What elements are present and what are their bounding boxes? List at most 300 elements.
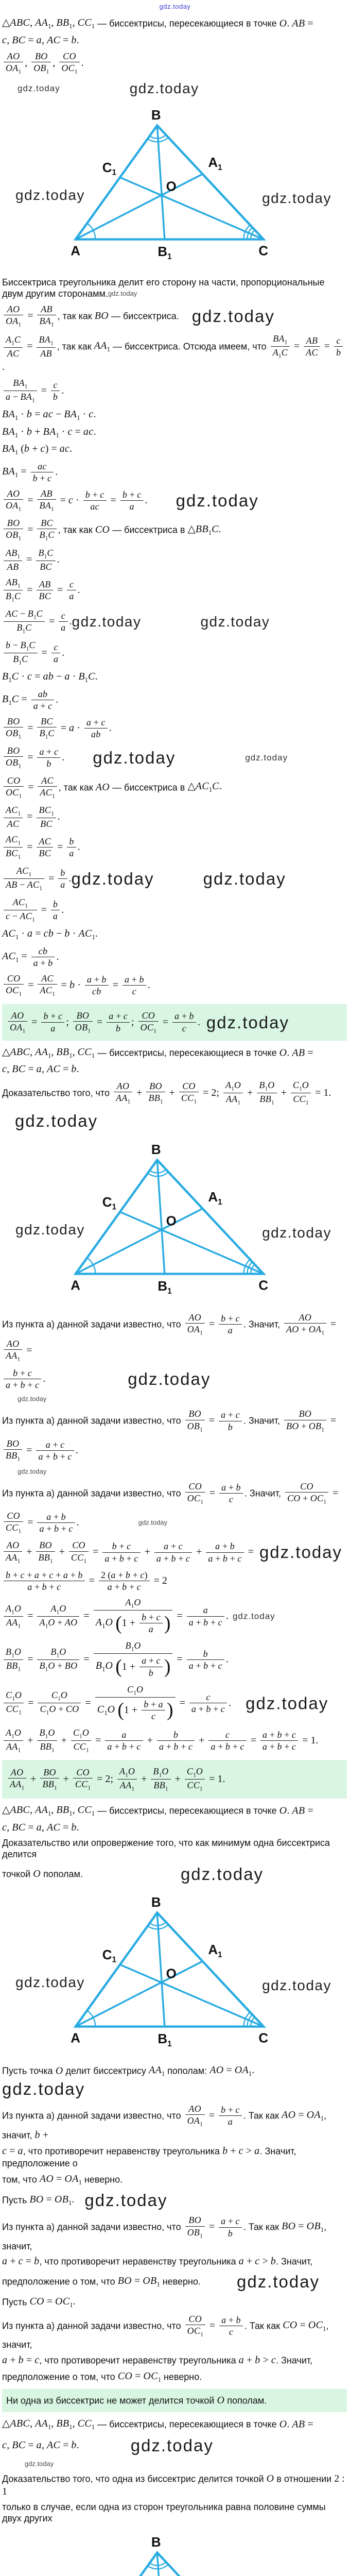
math: = <box>174 1654 185 1666</box>
line <box>2 927 347 942</box>
math: = <box>327 1318 339 1330</box>
text: — биссектрисы, пересекающиеся в точке <box>95 2419 279 2430</box>
watermark: gdz.today <box>180 1864 264 1884</box>
math: $AA_1$ <box>94 340 110 353</box>
fraction: $\frac{AB_1}{AB}$ <box>4 548 22 572</box>
line <box>2 426 347 440</box>
text: неверно. <box>160 2276 201 2287</box>
vertex-label-B: B <box>151 2535 161 2550</box>
math: + <box>166 1087 178 1099</box>
math: = <box>206 1415 218 1427</box>
watermark: gdz.today <box>138 1518 168 1527</box>
fraction: $\frac{c}{b}$ <box>51 380 60 402</box>
math: = <box>248 1735 259 1747</box>
math: = 1. <box>312 1087 331 1099</box>
math: $B_1O$ <box>95 1660 113 1673</box>
text: . Так как <box>243 2110 282 2121</box>
math: $BA_1 \cdot b$ = ac − $BA_1 \cdot c$. <box>2 409 96 422</box>
vertex-label-C: C <box>258 1278 269 1293</box>
watermark: gdz.today <box>237 2272 320 2292</box>
math: O. AB = <box>279 2418 313 2430</box>
vertex-label-A: A <box>71 1278 80 1293</box>
math: = <box>86 1574 97 1586</box>
triangle-figure <box>2 2533 347 2576</box>
math: = <box>108 495 119 506</box>
line <box>2 1063 347 1076</box>
math: a + b > c <box>238 2354 276 2366</box>
line <box>2 2313 347 2351</box>
watermark: gdz.today <box>72 614 142 630</box>
fraction: $\frac{A_1O}{A_1O + AO}$ <box>37 1603 79 1630</box>
line <box>2 804 347 830</box>
text: . Значит, предположение о <box>2 2146 296 2169</box>
bisector-AA1 <box>76 1961 203 2027</box>
watermark: gdz.today <box>200 614 270 630</box>
fraction: $\frac{b + c}{a}$ <box>41 1011 64 1033</box>
math: = <box>24 553 35 565</box>
watermark: gdz.today <box>262 1224 331 1241</box>
fraction: $\frac{b}{a + b + c}$ <box>187 1649 224 1671</box>
math: ; <box>66 1016 72 1028</box>
watermark: gdz.today <box>262 1977 331 1994</box>
fraction: $\frac{b + c}{a + b + c}$ <box>102 1541 140 1563</box>
fraction: $\frac{CO}{OC_1}$ <box>138 1010 159 1035</box>
fraction: $B_1O$ $B_1O$ ( 1 + $\frac{a + c}{b}$ ) <box>94 1640 173 1679</box>
solution-v <box>2 2064 347 2384</box>
math: . <box>225 1654 229 1666</box>
line <box>2 443 347 457</box>
math: + <box>56 1546 67 1558</box>
text: — биссектрисы, пересекающиеся в точке <box>95 1805 279 1816</box>
point-label-A1: $A_1$ <box>208 1190 222 1207</box>
vertex-label-B: B <box>151 1895 161 1910</box>
fraction: $\frac{a}{a + b + c}$ <box>187 1605 224 1627</box>
math: = <box>24 1444 35 1456</box>
math: . <box>81 57 84 69</box>
line <box>2 1821 347 1834</box>
fraction: $\frac{BO}{OB_1}$ <box>185 1409 205 1433</box>
fraction: $C_1O$ $C_1O$ ( 1 + $\frac{b + a}{c}$ ) <box>95 1684 176 1722</box>
point-label-C1: $C_1$ <box>102 160 116 177</box>
solution-document <box>0 12 350 2576</box>
math: . <box>145 495 148 506</box>
bisector-BB1 <box>157 1913 164 2027</box>
math: = <box>81 1654 92 1666</box>
text: . Значит, <box>276 2354 313 2365</box>
text: — биссектриса в <box>110 524 188 535</box>
fraction: $\frac{A_1O}{AA_1}$ <box>223 1080 243 1106</box>
text: , так как <box>57 341 94 352</box>
text: Пусть <box>2 2297 30 2308</box>
math: = <box>25 310 36 321</box>
fraction: $\frac{a + b}{c}$ <box>219 2315 243 2337</box>
fraction: $\frac{a + c}{b}$ <box>107 1011 130 1033</box>
triangle-figure <box>2 106 347 268</box>
math: CO = $OC_1$. <box>29 2296 76 2309</box>
math: $\triangle BB_1C$. <box>187 523 221 537</box>
text: . Так как <box>244 2320 283 2331</box>
text: , так как <box>57 311 95 321</box>
fraction: $\frac{b + c}{a}$ <box>139 1612 163 1634</box>
fraction: $\frac{A_1C}{AC}$ <box>4 334 23 359</box>
watermark: gdz.today <box>15 1974 85 1991</box>
bisector-BB1 <box>157 125 164 239</box>
line <box>2 833 347 861</box>
text: — биссектрисы, пересекающиеся в точке <box>95 18 279 29</box>
math: = <box>24 841 36 853</box>
text: Из пункта а) данной задачи известно, что <box>2 2110 184 2121</box>
point-label-B1: $B_1$ <box>157 2032 172 2048</box>
fraction: $\frac{a + b}{cb}$ <box>85 974 109 996</box>
text: Доказательство того, что <box>2 1088 112 1098</box>
line <box>2 1110 347 1131</box>
fraction: $\frac{BO}{OB_1}$ <box>4 745 23 770</box>
watermark: gdz.today <box>176 491 259 511</box>
fraction: $\frac{AO}{OA_1}$ <box>4 51 23 75</box>
fraction: $\frac{A_1O}{AA_1}$ <box>4 1603 23 1630</box>
math: . <box>62 752 65 764</box>
math: = <box>110 979 121 991</box>
math: O. AB = <box>279 1047 313 1059</box>
fraction: $\frac{a + c}{a + b + c}$ <box>154 1541 192 1563</box>
line <box>2 715 347 741</box>
line <box>2 79 347 97</box>
fraction: $\frac{CO}{OC_1}$ <box>185 2314 205 2338</box>
math: = <box>46 616 58 628</box>
math: = <box>206 2110 218 2122</box>
math: = <box>24 1345 32 1357</box>
fraction: $\frac{BO}{BB_1}$ <box>36 1540 55 1564</box>
math: = <box>25 781 37 793</box>
triangle-diagram <box>61 2533 288 2576</box>
line <box>2 2214 347 2252</box>
result-b <box>2 1760 347 1799</box>
line <box>2 16 347 31</box>
watermark: gdz.today <box>206 1012 289 1032</box>
math: $AA_1$ <box>148 2064 165 2078</box>
statement-v <box>2 1804 347 1885</box>
fraction: $\frac{AO}{OA_1}$ <box>4 488 23 513</box>
line <box>2 896 347 924</box>
math: + <box>244 1087 256 1099</box>
fraction: $\frac{BC}{B_1C}$ <box>37 518 56 542</box>
fraction: $\frac{b + c}{a}$ <box>219 1313 242 1335</box>
fraction: $\frac{a + b + c}{a + b + c}$ <box>260 1730 298 1752</box>
fraction: $\frac{a + c}{b}$ <box>219 1410 242 1432</box>
fraction: $\frac{AC}{AC_1}$ <box>38 775 57 800</box>
math: CO = $OC_1$ <box>117 2370 161 2383</box>
fraction: $\frac{AO}{OA_1}$ <box>185 1312 205 1336</box>
math: = b · <box>58 979 83 991</box>
fraction: $\frac{a + c}{b}$ <box>37 747 60 769</box>
line <box>2 2472 347 2498</box>
watermark: gdz.today <box>130 2435 214 2455</box>
text: , что противоречит неравенству треугольника <box>39 2256 239 2267</box>
bisector-AA1 <box>76 1208 203 1274</box>
math: = 2; <box>94 1773 116 1785</box>
math: △ABC, $AA_1$, $BB_1$, $CC_1$ <box>2 17 95 30</box>
triangle-figure <box>2 1140 347 1303</box>
line <box>2 639 347 667</box>
math: = <box>25 979 37 991</box>
text: предположение о том, что <box>2 2371 118 2382</box>
line <box>2 1863 347 1885</box>
line <box>2 865 347 893</box>
line <box>2 576 347 604</box>
fraction: $\frac{B_1O}{B_1O + BO}$ <box>37 1647 79 1673</box>
point-label-O: O <box>166 179 177 194</box>
triangle-sides <box>76 2552 264 2576</box>
text: неверно. <box>161 2371 202 2382</box>
text: Из пункта а) данной задачи известно, что <box>2 1319 184 1330</box>
line <box>2 1539 347 1565</box>
line <box>2 408 347 422</box>
math: . <box>43 1373 46 1385</box>
math: c, BC = a, AC = b. <box>2 34 79 46</box>
fraction: $\frac{CO}{CC_1}$ <box>69 1540 89 1564</box>
fraction: $\frac{BA_1}{A_1C}$ <box>271 333 290 360</box>
math: = <box>24 810 36 822</box>
fraction: $\frac{A_1O}{AA_1}$ <box>117 1766 137 1792</box>
math: CO <box>95 524 110 536</box>
math: = <box>94 1016 106 1028</box>
watermark: gdz.today <box>128 1369 211 1389</box>
fraction: $\frac{B_1O}{BB_1}$ <box>37 1727 57 1754</box>
fraction: $\frac{b + c + a + c + a + b}{a + b + c}$ <box>4 1570 85 1592</box>
math: = 1. <box>206 1773 225 1785</box>
math: . <box>109 722 112 734</box>
line <box>2 2417 347 2432</box>
math: = <box>291 341 303 352</box>
math: = <box>206 2320 218 2331</box>
watermark: gdz.today <box>18 1467 47 1476</box>
site-link[interactable]: gdz.today <box>159 3 191 10</box>
math: CO = $OC_1$ <box>283 2319 326 2332</box>
math: , <box>25 57 30 69</box>
fraction: $\frac{BO}{OB_1}$ <box>4 518 23 542</box>
math: BO <box>94 310 109 321</box>
fraction: $\frac{b + c}{a}$ <box>219 2105 242 2127</box>
text: неверно. <box>81 2174 123 2185</box>
math: . <box>77 584 80 596</box>
math: . <box>62 647 65 659</box>
solution-b <box>2 1311 347 1755</box>
math: + <box>60 1773 72 1785</box>
point-O-dot <box>160 193 164 197</box>
math: + <box>196 1735 207 1747</box>
math: . <box>57 810 60 822</box>
triangle-diagram <box>61 106 288 260</box>
text: Из пункта а) данной задачи известно, что <box>2 2320 184 2331</box>
math: . <box>77 841 80 853</box>
vertex-label-B: B <box>151 1142 161 1157</box>
math: . <box>55 466 58 478</box>
fraction: $\frac{AO}{AA_1}$ <box>4 1338 22 1363</box>
text: Пусть <box>2 2195 30 2206</box>
bisector-BB1 <box>157 1160 164 1274</box>
fraction: $\frac{BO}{OB_1}$ <box>4 716 23 740</box>
text: Из пункта а) данной задачи известно, что <box>2 1488 184 1499</box>
text: пополам. <box>40 1869 83 1879</box>
math: c, BC = a, AC = b. <box>2 1821 79 1833</box>
watermark: gdz.today <box>15 1221 85 1238</box>
math: = <box>45 873 57 885</box>
fraction: $\frac{BO}{OB_1}$ <box>73 1010 93 1035</box>
text: , значит, <box>2 2222 327 2251</box>
math: = <box>206 2221 218 2233</box>
fraction: $\frac{a + b}{c}$ <box>219 1482 243 1504</box>
watermark: gdz.today <box>129 80 199 96</box>
math: = <box>25 1697 37 1709</box>
math: + <box>24 1546 35 1558</box>
point-label-O: O <box>166 1214 177 1229</box>
math: O <box>33 1868 41 1880</box>
fraction: $\frac{AB}{BA_1}$ <box>37 304 56 328</box>
math: + <box>25 1735 36 1747</box>
math: = <box>25 752 36 764</box>
fraction: $\frac{C_1O}{CC_1}$ <box>71 1727 91 1754</box>
text: том, что <box>2 2174 40 2185</box>
vertex-label-B: B <box>151 108 161 123</box>
math: △ABC, $AA_1$, $BB_1$, $CC_1$ <box>2 1046 95 1059</box>
watermark: gdz.today <box>93 748 176 768</box>
line <box>2 1569 347 1593</box>
point-O-dot <box>160 1981 164 1985</box>
fraction: $\frac{CO}{OC_1}$ <box>4 973 24 997</box>
fraction: $\frac{AC}{BC}$ <box>37 836 53 858</box>
line <box>2 1311 347 1364</box>
point-label-A1: $A_1$ <box>208 155 222 172</box>
fraction: $\frac{b}{a + b + c}$ <box>157 1730 195 1752</box>
fraction: $\frac{a + b}{a + b + c}$ <box>37 1512 75 1534</box>
fraction: $\frac{b + c}{ac}$ <box>83 489 107 512</box>
fraction: $\frac{AB_1}{B_1C}$ <box>4 577 23 603</box>
line <box>2 2190 347 2211</box>
math: + <box>138 1773 150 1785</box>
fraction: $\frac{AO}{OA_1}$ <box>4 304 23 328</box>
line <box>2 1046 347 1060</box>
statement-a <box>2 16 347 76</box>
line <box>2 1596 347 1636</box>
text: Биссектриса треугольника делит его сторону на части, пропорциональные двум другим сторонамм. <box>2 277 325 299</box>
line <box>2 688 347 712</box>
line <box>2 670 347 685</box>
line <box>2 1837 347 1860</box>
fraction: $\frac{c}{a}$ <box>59 611 67 633</box>
line <box>2 1394 347 1404</box>
math: $AC_1$ = <box>2 950 30 963</box>
line <box>2 1804 347 1818</box>
math: = <box>24 584 36 596</box>
watermark: gdz.today <box>246 1693 329 1713</box>
math: = <box>177 1697 188 1709</box>
fraction: $\frac{BO}{OB_1}$ <box>185 2215 205 2239</box>
line <box>2 1510 347 1536</box>
text: точкой <box>2 1869 33 1879</box>
fraction: $\frac{CO}{OC_1}$ <box>4 775 24 800</box>
math: = <box>25 495 36 506</box>
math: + <box>194 1546 205 1558</box>
fraction: $\frac{BC}{B_1C}$ <box>37 716 56 740</box>
math: AO = $OA_1$ <box>282 2109 324 2122</box>
math: ; <box>131 1016 137 1028</box>
math: 2 : 1 <box>2 2472 347 2497</box>
line <box>2 1437 347 1464</box>
watermark: gdz.today <box>84 2191 168 2210</box>
math: = <box>329 1487 339 1499</box>
math: = <box>25 524 36 536</box>
line <box>2 2271 347 2292</box>
math: + <box>58 1735 69 1747</box>
text: . Значит, <box>244 1488 284 1499</box>
line <box>2 2173 347 2187</box>
math: . <box>68 873 72 885</box>
math: . <box>57 553 60 565</box>
fraction: $\frac{B_1O}{BB_1}$ <box>151 1766 170 1792</box>
math: = <box>24 341 36 352</box>
fraction: $\frac{b}{a}$ <box>67 836 76 858</box>
watermark: gdz.today <box>15 1111 98 1131</box>
math: c, BC = a, AC = b. <box>2 1063 79 1075</box>
text: Из пункта а) данной задачи известно, что <box>2 2222 184 2232</box>
line <box>2 1480 347 1506</box>
math: . <box>225 1610 229 1622</box>
math: △ABC, $AA_1$, $BB_1$, $CC_1$ <box>2 2418 95 2431</box>
math: = <box>25 1517 36 1529</box>
fraction: $\frac{c}{a + b + c}$ <box>208 1730 246 1752</box>
math: = <box>29 1016 40 1028</box>
text: в отношении <box>274 2473 335 2484</box>
bisector-AA1 <box>76 174 203 239</box>
math: . <box>69 616 72 628</box>
watermark: gdz.today <box>2 2079 85 2098</box>
fraction: $\frac{c}{a}$ <box>51 642 60 664</box>
watermark: gdz.today <box>71 869 154 889</box>
fraction: $\frac{BA_1}{a - BA_1}$ <box>4 378 37 404</box>
math: . <box>147 979 150 991</box>
fraction: $\frac{AC_1}{BC_1}$ <box>4 834 23 860</box>
line <box>2 2295 347 2310</box>
text: Доказательство или опровержение того, что как минимум одна биссектриса делится <box>2 1837 330 1860</box>
triangle-figure <box>2 1893 347 2056</box>
math: $BA_1 \cdot b + BA_1 \cdot c$ = ac. <box>2 426 96 439</box>
watermark: gdz.today <box>262 190 331 207</box>
math: + <box>28 1773 39 1785</box>
math: $B_1C \cdot c$ = ab − $a \cdot B_1C$. <box>2 671 98 684</box>
paren-group: ( 1 + $\frac{a + c}{b}$ ) <box>115 1655 171 1678</box>
watermark: gdz.today <box>191 306 275 326</box>
math: = <box>39 647 50 659</box>
line <box>2 332 347 374</box>
line <box>6 1765 343 1793</box>
math: b + <box>34 2129 49 2141</box>
fraction: $\frac{BO}{BB_1}$ <box>146 1081 165 1105</box>
fraction: $\frac{CO}{OC_1}$ <box>59 51 79 75</box>
line <box>2 2501 347 2524</box>
math: = <box>160 1016 171 1028</box>
fraction: $\frac{b}{a}$ <box>51 899 60 921</box>
text: , так как <box>58 782 96 792</box>
vertex-label-C: C <box>258 244 269 259</box>
watermark: gdz.today <box>259 1543 343 1562</box>
math: $BA_1$ = <box>2 465 29 479</box>
bisector-CC1 <box>120 1965 264 2027</box>
math: BO = $OB_1$ <box>117 2275 160 2289</box>
math: O <box>266 2472 274 2484</box>
fraction: $\frac{ab}{a + c}$ <box>31 689 55 711</box>
fraction: $\frac{B_1O}{BB_1}$ <box>4 1647 23 1673</box>
math: + <box>144 1735 155 1747</box>
